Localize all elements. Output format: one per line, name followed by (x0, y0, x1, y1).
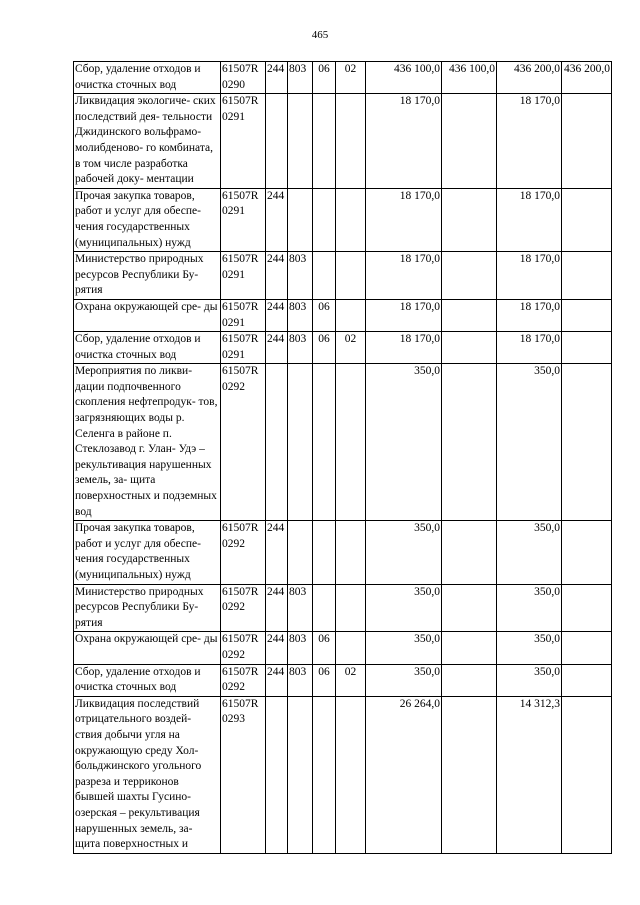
amount-3: 18 170,0 (497, 188, 562, 251)
expense-type-code: 244 (266, 299, 288, 331)
department-code (288, 94, 313, 189)
target-article-code: 61507R 0292 (221, 664, 266, 696)
table-body (74, 62, 612, 854)
subsection-code: 02 (336, 332, 366, 364)
amount-3: 350,0 (497, 521, 562, 584)
subsection-code (336, 632, 366, 664)
target-article-code: 61507R 0290 (221, 62, 266, 94)
section-code (313, 521, 336, 584)
row-name: Ликвидация экологиче- ских последствий дея- тельности Джидинского вольфрамо-молибденово- го комбината, в том числе разработка рабочей доку- ментации (74, 94, 221, 189)
section-code (313, 696, 336, 853)
section-code: 06 (313, 664, 336, 696)
row-name: Прочая закупка товаров, работ и услуг для обеспе- чения государственных (муниципальных) нужд (74, 188, 221, 251)
row-name: Министерство природных ресурсов Республики Бу- рятия (74, 252, 221, 300)
row-name: Сбор, удаление отходов и очистка сточных вод (74, 332, 221, 364)
section-code (313, 252, 336, 300)
section-code: 06 (313, 299, 336, 331)
amount-3: 350,0 (497, 584, 562, 632)
amount-4 (562, 252, 612, 300)
table-row (74, 299, 612, 331)
target-article-code: 61507R 0291 (221, 188, 266, 251)
amount-2 (442, 364, 497, 521)
row-name: Мероприятия по ликви- дации подпочвенного скопления нефтепродук- тов, загрязняющих воды р. Селенга в районе п. Стеклозавод г. Улан- Удэ – рекультивация нарушенных земель, за- щита поверхностных и подземных вод (74, 364, 221, 521)
subsection-code: 02 (336, 62, 366, 94)
table-row (74, 584, 612, 632)
amount-1: 18 170,0 (366, 94, 442, 189)
amount-4 (562, 188, 612, 251)
section-code: 06 (313, 632, 336, 664)
expense-type-code: 244 (266, 188, 288, 251)
target-article-code: 61507R 0292 (221, 584, 266, 632)
subsection-code (336, 696, 366, 853)
section-code (313, 364, 336, 521)
table-row (74, 521, 612, 584)
amount-1: 350,0 (366, 364, 442, 521)
amount-2 (442, 332, 497, 364)
table-row (74, 632, 612, 664)
table-row (74, 62, 612, 94)
table-row (74, 188, 612, 251)
target-article-code: 61507R 0291 (221, 299, 266, 331)
target-article-code: 61507R 0293 (221, 696, 266, 853)
amount-2 (442, 584, 497, 632)
section-code (313, 584, 336, 632)
amount-2: 436 100,0 (442, 62, 497, 94)
amount-3: 436 200,0 (497, 62, 562, 94)
amount-4: 436 200,0 (562, 62, 612, 94)
expense-type-code: 244 (266, 252, 288, 300)
amount-3: 18 170,0 (497, 94, 562, 189)
table-row (74, 94, 612, 189)
subsection-code (336, 188, 366, 251)
amount-1: 350,0 (366, 521, 442, 584)
department-code (288, 521, 313, 584)
expense-type-code: 244 (266, 664, 288, 696)
amount-3: 350,0 (497, 664, 562, 696)
subsection-code (336, 252, 366, 300)
department-code: 803 (288, 584, 313, 632)
department-code: 803 (288, 299, 313, 331)
section-code (313, 94, 336, 189)
target-article-code: 61507R 0292 (221, 364, 266, 521)
row-name: Прочая закупка товаров, работ и услуг для обеспе- чения государственных (муниципальных) нужд (74, 521, 221, 584)
amount-1: 18 170,0 (366, 188, 442, 251)
amount-2 (442, 632, 497, 664)
expense-type-code (266, 696, 288, 853)
table-row (74, 364, 612, 521)
amount-3: 350,0 (497, 632, 562, 664)
amount-4 (562, 299, 612, 331)
row-name: Сбор, удаление отходов и очистка сточных вод (74, 62, 221, 94)
amount-3: 14 312,3 (497, 696, 562, 853)
subsection-code (336, 521, 366, 584)
section-code: 06 (313, 62, 336, 94)
row-name: Охрана окружающей сре- ды (74, 299, 221, 331)
amount-4 (562, 584, 612, 632)
row-name: Ликвидация последствий отрицательного воздей- ствия добычи угля на окружающую среду Хол- больджинского угольного разреза и терриконов бывшей шахты Гусино- озерская – рекультивация нарушенных земель, за- щита поверхностных и (74, 696, 221, 853)
subsection-code (336, 94, 366, 189)
amount-2 (442, 664, 497, 696)
amount-2 (442, 696, 497, 853)
section-code: 06 (313, 332, 336, 364)
amount-1: 18 170,0 (366, 252, 442, 300)
amount-4 (562, 664, 612, 696)
amount-2 (442, 94, 497, 189)
target-article-code: 61507R 0292 (221, 521, 266, 584)
row-name: Сбор, удаление отходов и очистка сточных вод (74, 664, 221, 696)
amount-2 (442, 299, 497, 331)
row-name: Министерство природных ресурсов Республики Бу- рятия (74, 584, 221, 632)
amount-1: 436 100,0 (366, 62, 442, 94)
section-code (313, 188, 336, 251)
amount-4 (562, 94, 612, 189)
table-row (74, 252, 612, 300)
table-row (74, 696, 612, 853)
expense-type-code: 244 (266, 521, 288, 584)
amount-1: 26 264,0 (366, 696, 442, 853)
amount-3: 350,0 (497, 364, 562, 521)
subsection-code (336, 299, 366, 331)
target-article-code: 61507R 0291 (221, 94, 266, 189)
row-name: Охрана окружающей сре- ды (74, 632, 221, 664)
expense-type-code: 244 (266, 332, 288, 364)
target-article-code: 61507R 0292 (221, 632, 266, 664)
table-row (74, 332, 612, 364)
page-number: 465 (311, 29, 329, 41)
subsection-code (336, 584, 366, 632)
amount-1: 350,0 (366, 664, 442, 696)
amount-4 (562, 364, 612, 521)
amount-1: 350,0 (366, 632, 442, 664)
department-code: 803 (288, 632, 313, 664)
target-article-code: 61507R 0291 (221, 252, 266, 300)
amount-4 (562, 696, 612, 853)
table-row (74, 664, 612, 696)
expense-type-code: 244 (266, 62, 288, 94)
amount-1: 350,0 (366, 584, 442, 632)
department-code: 803 (288, 252, 313, 300)
expense-type-code (266, 94, 288, 189)
amount-4 (562, 332, 612, 364)
amount-3: 18 170,0 (497, 299, 562, 331)
budget-table (73, 61, 612, 854)
target-article-code: 61507R 0291 (221, 332, 266, 364)
subsection-code: 02 (336, 664, 366, 696)
expense-type-code (266, 364, 288, 521)
amount-4 (562, 632, 612, 664)
department-code (288, 364, 313, 521)
expense-type-code: 244 (266, 584, 288, 632)
subsection-code (336, 364, 366, 521)
amount-2 (442, 188, 497, 251)
department-code (288, 696, 313, 853)
amount-2 (442, 252, 497, 300)
amount-3: 18 170,0 (497, 332, 562, 364)
amount-1: 18 170,0 (366, 332, 442, 364)
amount-1: 18 170,0 (366, 299, 442, 331)
department-code: 803 (288, 332, 313, 364)
expense-type-code: 244 (266, 632, 288, 664)
department-code (288, 188, 313, 251)
department-code: 803 (288, 664, 313, 696)
amount-3: 18 170,0 (497, 252, 562, 300)
department-code: 803 (288, 62, 313, 94)
amount-4 (562, 521, 612, 584)
amount-2 (442, 521, 497, 584)
